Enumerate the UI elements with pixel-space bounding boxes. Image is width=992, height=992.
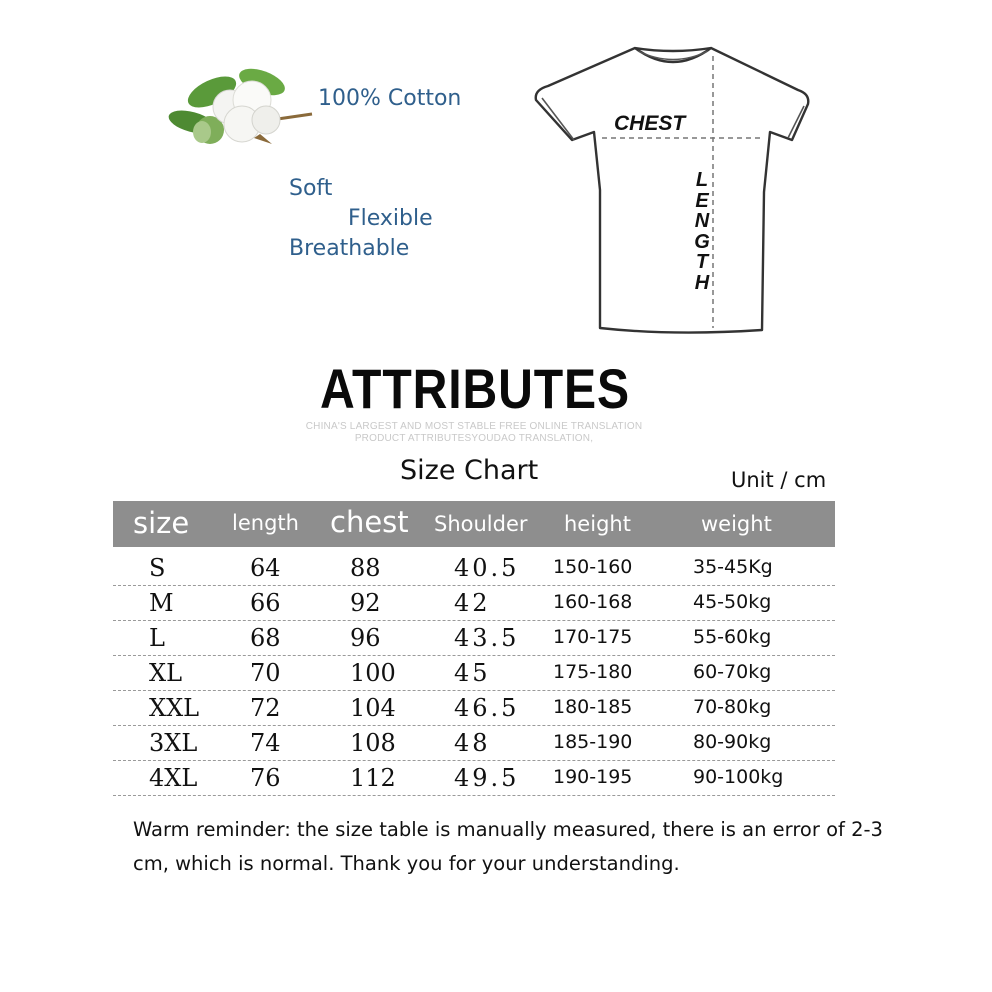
cell-shoulder: 45 xyxy=(454,659,491,687)
cell-weight: 35-45Kg xyxy=(693,556,773,578)
cell-chest: 100 xyxy=(350,659,396,687)
cell-height: 160-168 xyxy=(553,591,633,613)
header-height: height xyxy=(564,512,631,536)
table-row xyxy=(113,691,835,726)
cell-shoulder: 49.5 xyxy=(454,764,520,792)
cell-height: 150-160 xyxy=(553,556,633,578)
cell-weight: 80-90kg xyxy=(693,731,772,753)
cell-shoulder: 42 xyxy=(454,589,491,617)
table-row xyxy=(113,551,835,586)
unit-label: Unit / cm xyxy=(731,468,827,492)
cell-height: 175-180 xyxy=(553,661,633,683)
attributes-subtitle-line1: CHINA'S LARGEST AND MOST STABLE FREE ONLINE TRANSLATION xyxy=(305,421,643,432)
cell-weight: 60-70kg xyxy=(693,661,772,683)
cell-weight: 90-100kg xyxy=(693,766,784,788)
cell-size: S xyxy=(149,554,166,582)
attributes-subtitle-line2: PRODUCT ATTRIBUTESYOUDAO TRANSLATION, xyxy=(354,433,594,444)
feature-soft: Soft xyxy=(289,176,333,201)
cell-length: 70 xyxy=(250,659,281,687)
cell-size: M xyxy=(149,589,174,617)
table-row xyxy=(113,621,835,656)
tshirt-diagram xyxy=(528,40,818,335)
length-label xyxy=(692,170,712,293)
cell-chest: 92 xyxy=(350,589,381,617)
cotton-boll-image xyxy=(162,52,322,162)
size-chart-title: Size Chart xyxy=(400,455,539,486)
cell-chest: 112 xyxy=(350,764,396,792)
length-letter: L xyxy=(695,169,709,191)
attributes-title: ATTRIBUTES xyxy=(319,357,631,420)
chest-label: CHEST xyxy=(614,112,686,135)
cell-size: 3XL xyxy=(149,729,198,757)
table-row xyxy=(113,586,835,621)
table-row xyxy=(113,726,835,761)
cell-height: 185-190 xyxy=(553,731,633,753)
table-row xyxy=(113,761,835,796)
cell-shoulder: 40.5 xyxy=(454,554,520,582)
header-length: length xyxy=(232,511,299,535)
cell-weight: 45-50kg xyxy=(693,591,772,613)
table-row xyxy=(113,656,835,691)
cell-size: XL xyxy=(149,659,183,687)
cell-length: 74 xyxy=(250,729,281,757)
cell-weight: 70-80kg xyxy=(693,696,772,718)
cell-chest: 96 xyxy=(350,624,381,652)
cell-height: 190-195 xyxy=(553,766,633,788)
header-weight: weight xyxy=(701,512,772,536)
cell-shoulder: 46.5 xyxy=(454,694,520,722)
feature-cotton: 100% Cotton xyxy=(318,86,462,111)
cell-length: 72 xyxy=(250,694,281,722)
length-letter: E xyxy=(695,189,709,212)
cell-length: 68 xyxy=(250,624,281,652)
length-letter: G xyxy=(694,230,710,253)
cell-length: 64 xyxy=(250,554,281,582)
length-letter: H xyxy=(694,271,710,294)
cell-length: 66 xyxy=(250,589,281,617)
header-shoulder: Shoulder xyxy=(434,512,528,536)
cell-chest: 108 xyxy=(350,729,396,757)
cell-height: 170-175 xyxy=(553,626,633,648)
length-letter: N xyxy=(694,210,710,232)
cell-size: L xyxy=(149,624,165,652)
cell-length: 76 xyxy=(250,764,281,792)
size-table-header xyxy=(113,501,835,547)
cell-chest: 104 xyxy=(350,694,396,722)
size-table-body xyxy=(113,551,835,796)
cell-height: 180-185 xyxy=(553,696,633,718)
cell-shoulder: 48 xyxy=(454,729,491,757)
cell-size: XXL xyxy=(149,694,200,722)
cell-size: 4XL xyxy=(149,764,198,792)
header-size: size xyxy=(133,506,190,540)
warm-reminder-text: Warm reminder: the size table is manually measured, there is an error of 2-3 cm, which is normal. Thank you for your understanding. xyxy=(133,818,883,875)
cell-weight: 55-60kg xyxy=(693,626,772,648)
length-letter: T xyxy=(695,251,709,273)
cell-chest: 88 xyxy=(350,554,381,582)
cell-shoulder: 43.5 xyxy=(454,624,520,652)
feature-flexible: Flexible xyxy=(348,206,433,231)
feature-breathable: Breathable xyxy=(289,236,410,261)
header-chest: chest xyxy=(330,505,409,539)
